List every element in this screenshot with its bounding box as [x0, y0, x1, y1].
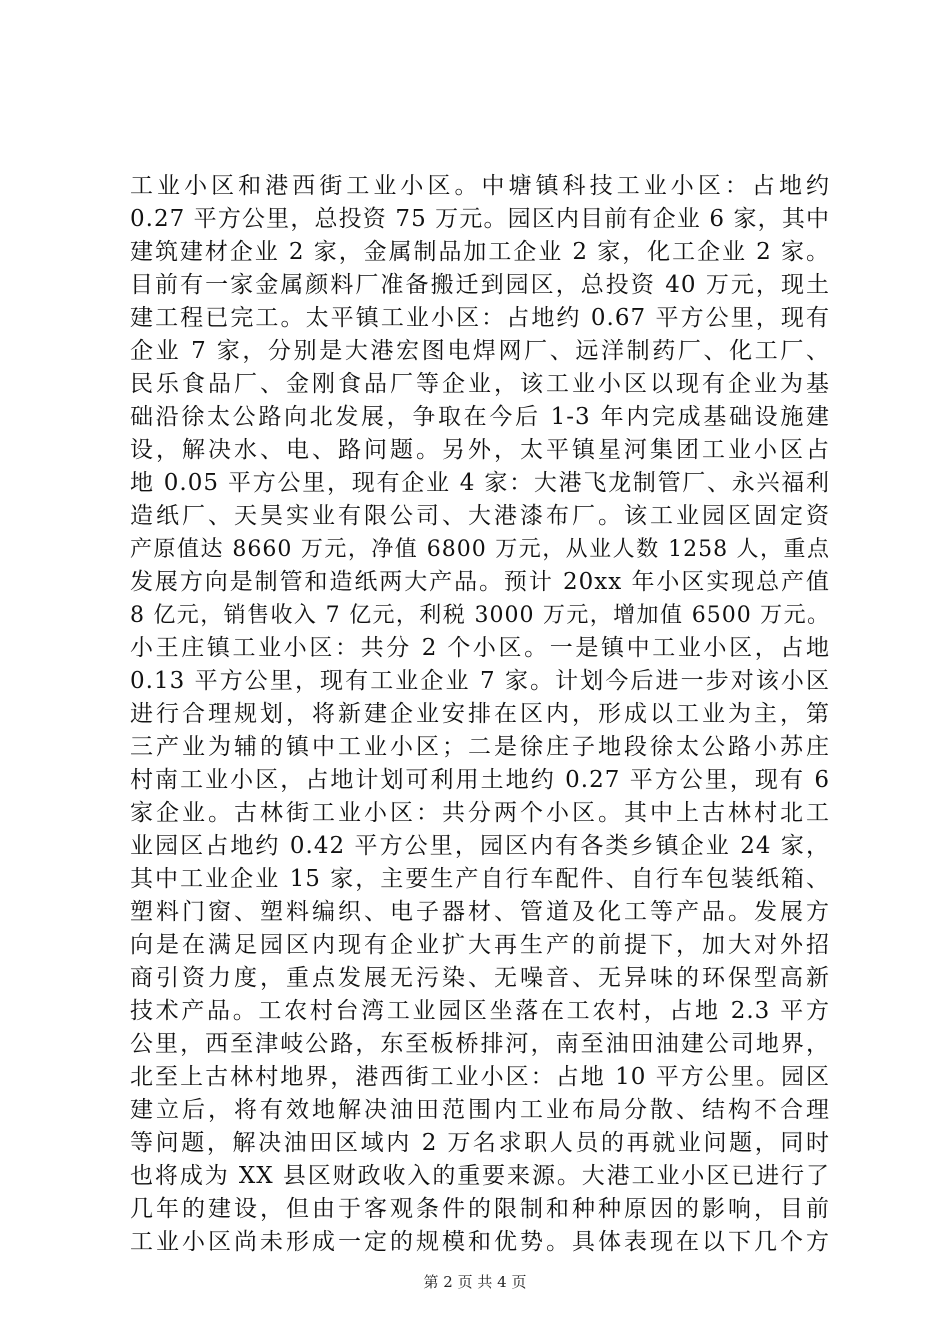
text-line-3: 建筑建材企业 2 家，金属制品加工企业 2 家，化工企业 2 家。 [130, 239, 830, 265]
text-line-13: 发展方向是制管和造纸两大产品。预计 20xx 年小区实现总产值 [130, 569, 830, 595]
text-line-33: 工业小区尚未形成一定的规模和优势。具体表现在以下几个方 [130, 1229, 830, 1255]
text-line-7: 民乐食品厂、金刚食品厂等企业，该工业小区以现有企业为基 [130, 371, 830, 397]
text-line-2: 0.27 平方公里，总投资 75 万元。园区内目前有企业 6 家，其中 [130, 206, 830, 232]
text-line-31: 也将成为 XX 县区财政收入的重要来源。大港工业小区已进行了 [130, 1163, 830, 1189]
text-line-24: 向是在满足园区内现有企业扩大再生产的前提下，加大对外招 [130, 932, 830, 958]
text-line-20: 家企业。古林街工业小区：共分两个小区。其中上古林村北工 [130, 800, 830, 826]
text-line-5: 建工程已完工。太平镇工业小区：占地约 0.67 平方公里，现有 [130, 305, 830, 331]
text-line-8: 础沿徐太公路向北发展，争取在今后 1-3 年内完成基础设施建 [130, 404, 830, 430]
text-line-17: 进行合理规划，将新建企业安排在区内，形成以工业为主，第 [130, 701, 830, 727]
text-line-29: 建立后，将有效地解决油田范围内工业布局分散、结构不合理 [130, 1097, 830, 1123]
text-line-30: 等问题，解决油田区域内 2 万名求职人员的再就业问题，同时 [130, 1130, 830, 1156]
text-line-14: 8 亿元，销售收入 7 亿元，利税 3000 万元，增加值 6500 万元。 [130, 603, 830, 628]
text-line-1: 工业小区和港西街工业小区。中塘镇科技工业小区：占地约 [130, 173, 830, 199]
text-line-4: 目前有一家金属颜料厂准备搬迁到园区，总投资 40 万元，现土 [130, 272, 830, 298]
text-line-22: 其中工业企业 15 家，主要生产自行车配件、自行车包装纸箱、 [130, 866, 830, 892]
text-line-10: 地 0.05 平方公里，现有企业 4 家：大港飞龙制管厂、永兴福利 [130, 470, 830, 496]
text-line-16: 0.13 平方公里，现有工业企业 7 家。计划今后进一步对该小区 [130, 668, 830, 694]
page-number-label: 第 2 页 共 4 页 [423, 1273, 527, 1291]
page-footer [0, 1272, 950, 1292]
text-line-19: 村南工业小区，占地计划可利用土地约 0.27 平方公里，现有 6 [130, 767, 830, 793]
text-line-9: 设，解决水、电、路问题。另外，太平镇星河集团工业小区占 [130, 437, 830, 463]
text-line-28: 北至上古林村地界，港西街工业小区：占地 10 平方公里。园区 [130, 1064, 830, 1090]
body-text [130, 170, 830, 1259]
text-line-32: 几年的建设，但由于客观条件的限制和种种原因的影响，目前 [130, 1196, 830, 1222]
text-line-11: 造纸厂、天昊实业有限公司、大港漆布厂。该工业园区固定资 [130, 503, 830, 529]
text-line-15: 小王庄镇工业小区：共分 2 个小区。一是镇中工业小区，占地 [130, 635, 830, 661]
text-line-26: 技术产品。工农村台湾工业园区坐落在工农村，占地 2.3 平方 [130, 998, 830, 1024]
text-line-12: 产原值达 8660 万元，净值 6800 万元，从业人数 1258 人，重点 [130, 537, 830, 562]
text-line-6: 企业 7 家，分别是大港宏图电焊网厂、远洋制药厂、化工厂、 [130, 338, 830, 364]
text-line-25: 商引资力度，重点发展无污染、无噪音、无异味的环保型高新 [130, 965, 830, 991]
text-line-27: 公里，西至津岐公路，东至板桥排河，南至油田油建公司地界， [130, 1031, 830, 1057]
text-line-21: 业园区占地约 0.42 平方公里，园区内有各类乡镇企业 24 家， [130, 833, 830, 859]
text-line-18: 三产业为辅的镇中工业小区；二是徐庄子地段徐太公路小苏庄 [130, 734, 830, 760]
text-line-23: 塑料门窗、塑料编织、电子器材、管道及化工等产品。发展方 [130, 899, 830, 925]
